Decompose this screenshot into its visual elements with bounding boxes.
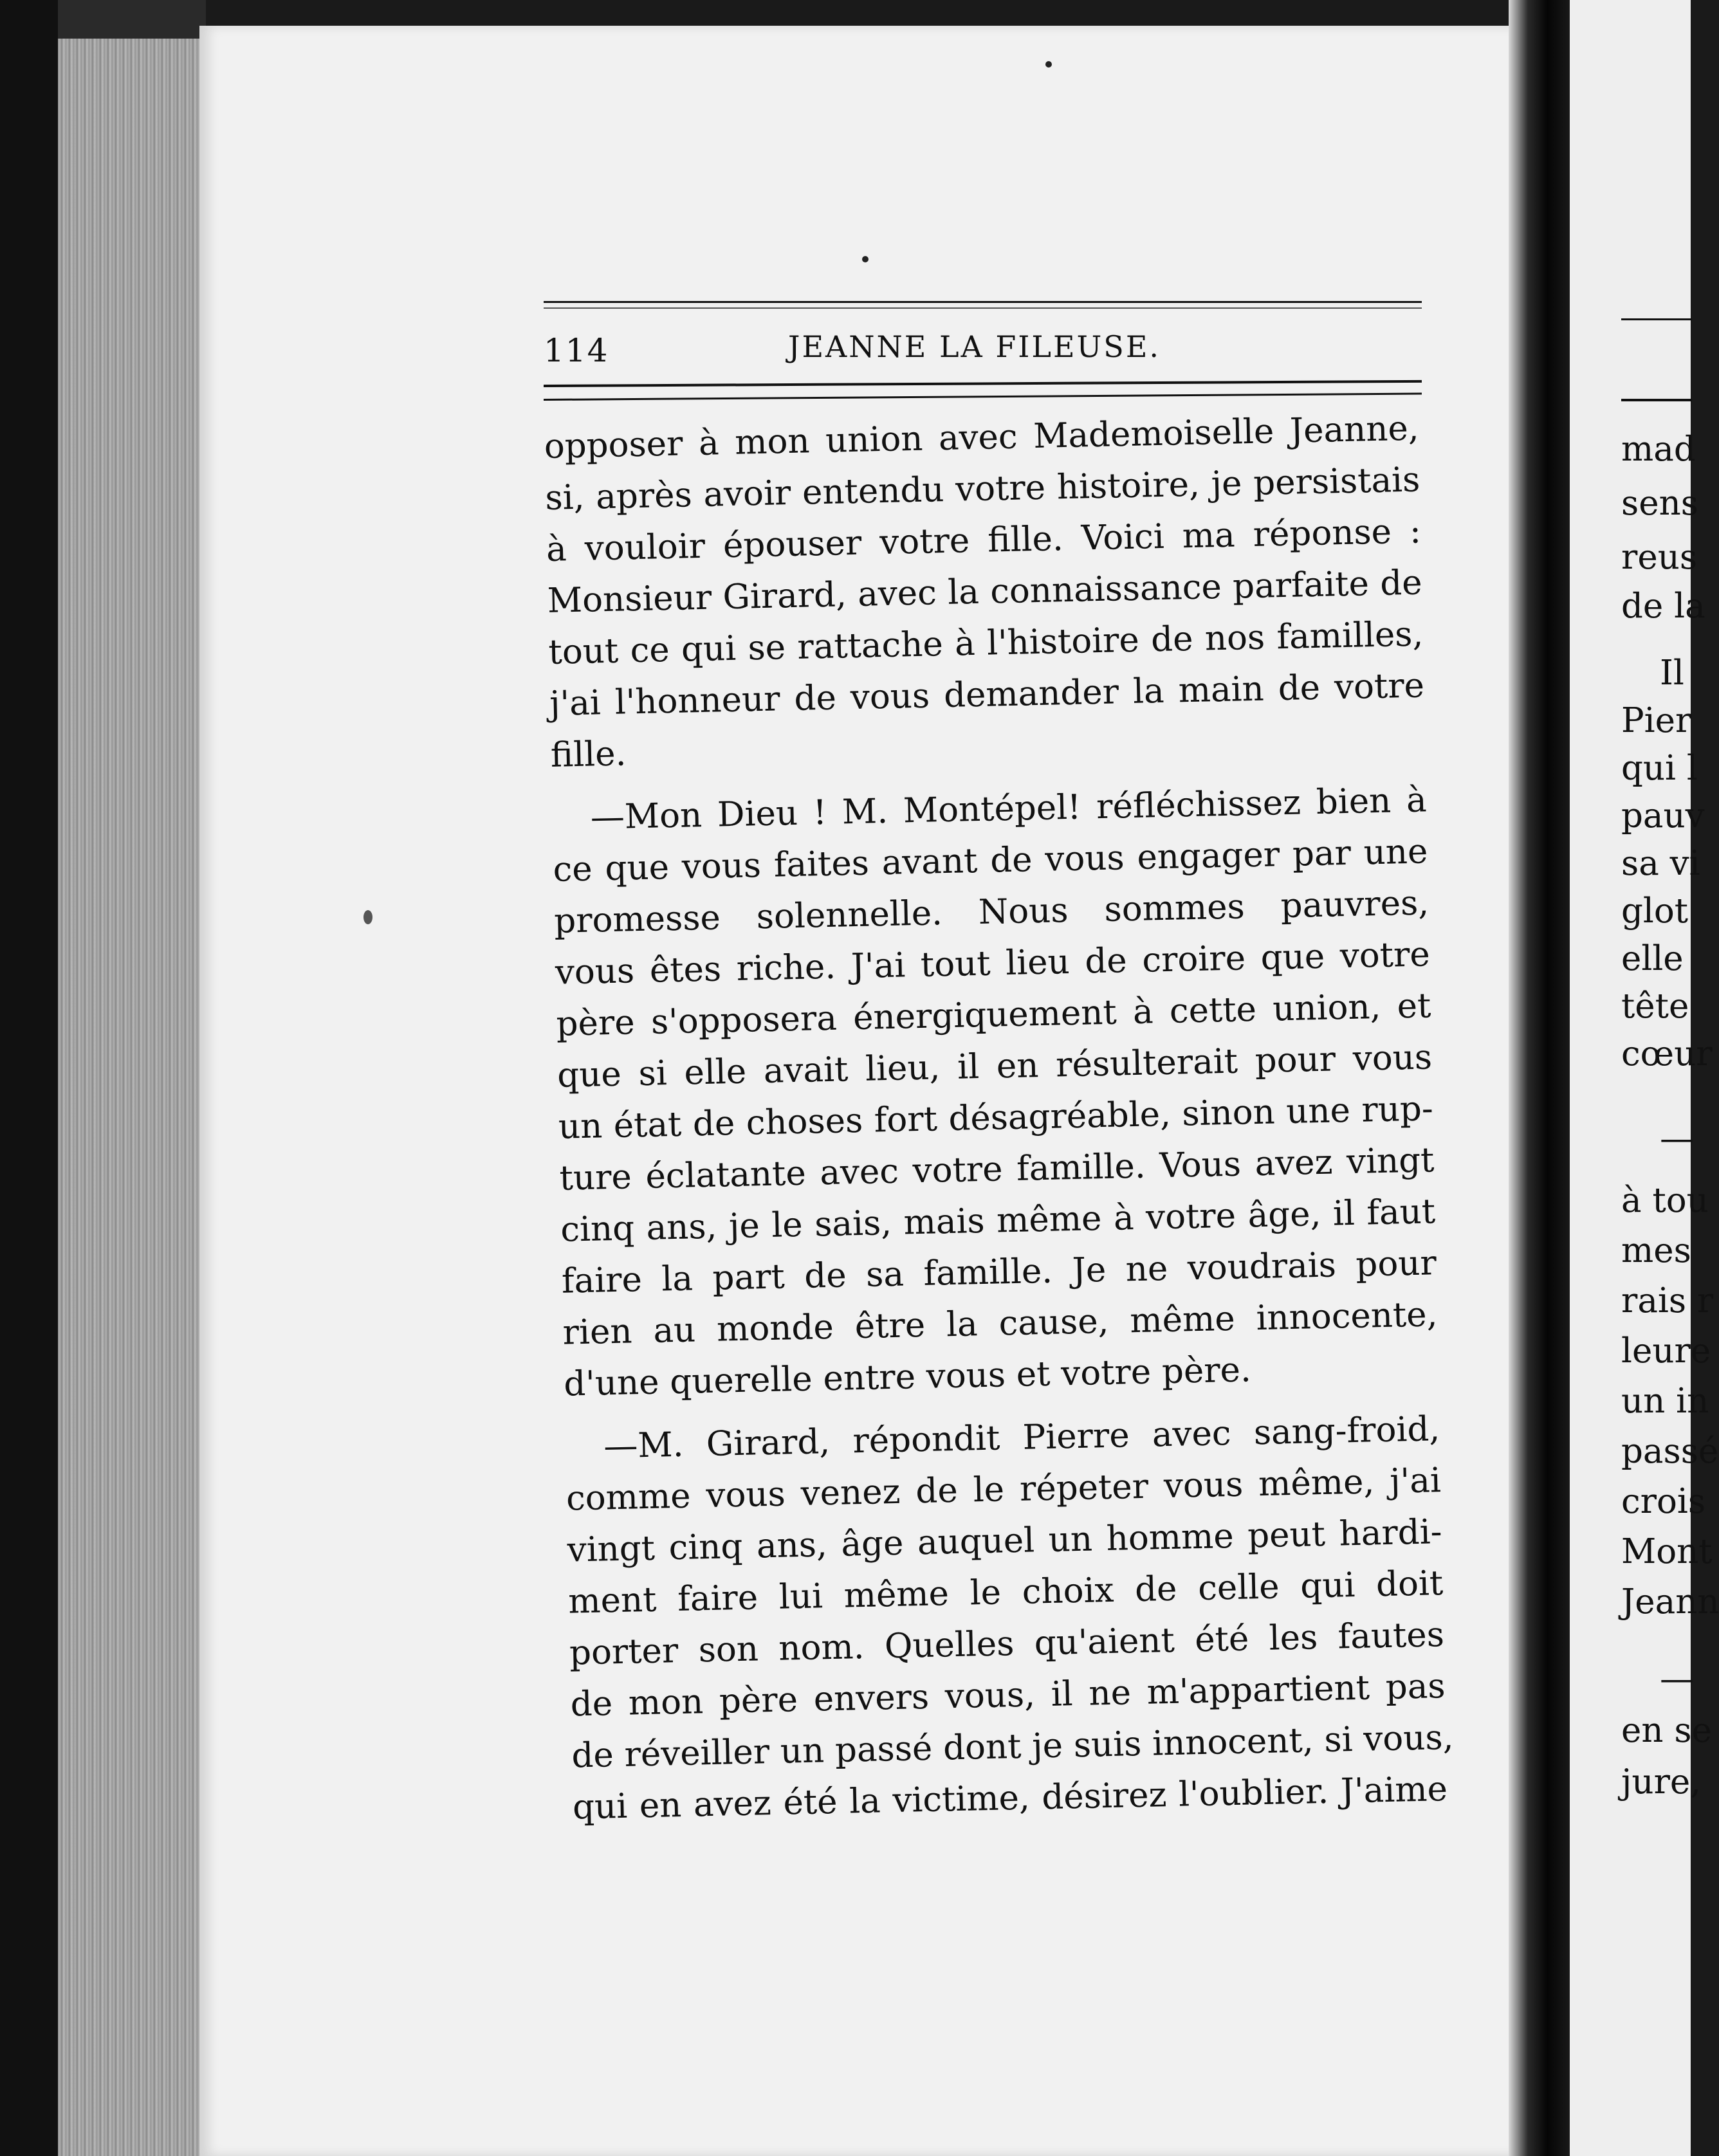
facing-line: sa vi	[1621, 844, 1700, 883]
facing-line: —	[1660, 1659, 1694, 1699]
facing-line: —	[1660, 1119, 1694, 1158]
facing-header-rule	[1621, 318, 1692, 320]
facing-line: sens	[1621, 484, 1698, 523]
text-line: tout ce qui se rattache à l'histoire de nos familles,	[547, 614, 1424, 672]
facing-line: reus	[1621, 538, 1698, 577]
text-line: promesse solennelle. Nous sommes pauvres,	[553, 883, 1429, 941]
facing-line: Jeann	[1621, 1582, 1719, 1622]
header-rule-top	[544, 301, 1422, 303]
facing-line: cœur	[1621, 1034, 1713, 1073]
text-line: de mon père envers vous, il ne m'appartient pas	[570, 1667, 1446, 1724]
facing-line: passé	[1621, 1432, 1719, 1471]
scan-speck	[862, 256, 869, 262]
book-gutter	[1509, 0, 1573, 2156]
facing-line: en se	[1621, 1711, 1712, 1750]
text-line: d'une querelle entre vous et votre père.	[563, 1350, 1252, 1404]
facing-line: jure,	[1621, 1762, 1702, 1802]
text-line: cinq ans, je le sais, mais même à votre âge, il faut	[560, 1192, 1436, 1250]
facing-line: tête	[1621, 987, 1689, 1026]
facing-line: mes	[1621, 1231, 1691, 1270]
text-line: qui en avez été la victime, désirez l'oublier. J'aime	[572, 1769, 1448, 1827]
facing-line: glot	[1621, 891, 1689, 931]
facing-page	[1570, 0, 1719, 2156]
text-line: de réveiller un passé dont je suis innocent, si vous,	[571, 1717, 1455, 1776]
text-line: comme vous venez de le répeter vous même, j'ai	[565, 1461, 1442, 1519]
text-line: ture éclatante avec votre famille. Vous avez vingt	[559, 1140, 1435, 1198]
text-line: si, après avoir entendu votre histoire, je persistais	[544, 460, 1420, 518]
text-line: Monsieur Girard, avec la connaissance parfaite de	[547, 563, 1423, 621]
page-stack-top	[58, 0, 206, 39]
text-line: vous êtes riche. J'ai tout lieu de croire que votre	[555, 935, 1431, 992]
running-head-title: JEANNE LA FILEUSE.	[788, 329, 1161, 364]
text-line: j'ai l'honneur de vous demander la main de votre	[549, 666, 1425, 724]
facing-line: pauv	[1621, 796, 1705, 836]
page-stack-edges	[58, 39, 206, 2156]
text-line: faire la part de sa famille. Je ne voudrais pour	[561, 1243, 1437, 1301]
facing-line: à tou	[1621, 1181, 1709, 1220]
facing-line: Il	[1660, 653, 1684, 693]
text-line: ment faire lui même le choix de celle qui doit	[567, 1564, 1444, 1622]
facing-line: qui l	[1621, 749, 1698, 788]
text-line: —M. Girard, répondit Pierre avec sang-froid,	[603, 1409, 1440, 1466]
text-line: père s'opposera énergiquement à cette union, et	[555, 986, 1431, 1044]
scan-speck	[363, 910, 372, 924]
text-line: fille.	[550, 734, 627, 775]
facing-line: Mont	[1621, 1532, 1713, 1571]
scan-left-border	[0, 0, 58, 2156]
facing-line: mad	[1621, 430, 1696, 469]
facing-line: leure	[1621, 1331, 1711, 1371]
facing-line: un in	[1621, 1382, 1709, 1421]
facing-line: elle	[1621, 939, 1684, 978]
text-line: porter son nom. Quelles qu'aient été les fautes	[569, 1615, 1445, 1673]
text-line: opposer à mon union avec Mademoiselle Jeanne,	[544, 408, 1420, 466]
page-number: 114	[544, 332, 609, 369]
text-line: que si elle avait lieu, il en résulterait pour vous	[556, 1037, 1433, 1095]
text-line: rien au monde être la cause, même innocente,	[562, 1295, 1439, 1353]
facing-line: rais r	[1621, 1281, 1714, 1320]
text-line: un état de choses fort désagréable, sinon une rup-	[558, 1089, 1434, 1147]
text-line: vingt cinq ans, âge auquel un homme peut hardi-	[567, 1512, 1443, 1570]
facing-line: crois	[1621, 1482, 1706, 1521]
body-text	[544, 403, 1455, 1834]
scan-speck	[1045, 61, 1052, 68]
text-line: —Mon Dieu ! M. Montépel! réfléchissez bien à	[590, 780, 1428, 837]
text-line: à vouloir épouser votre fille. Voici ma réponse :	[546, 511, 1422, 569]
facing-header-rule-bottom	[1621, 399, 1692, 401]
facing-line: de la	[1621, 587, 1705, 626]
text-line: ce que vous faites avant de vous engager par une	[552, 832, 1428, 890]
header-rule-top-thin	[544, 307, 1422, 309]
facing-line: Pier	[1621, 701, 1692, 740]
